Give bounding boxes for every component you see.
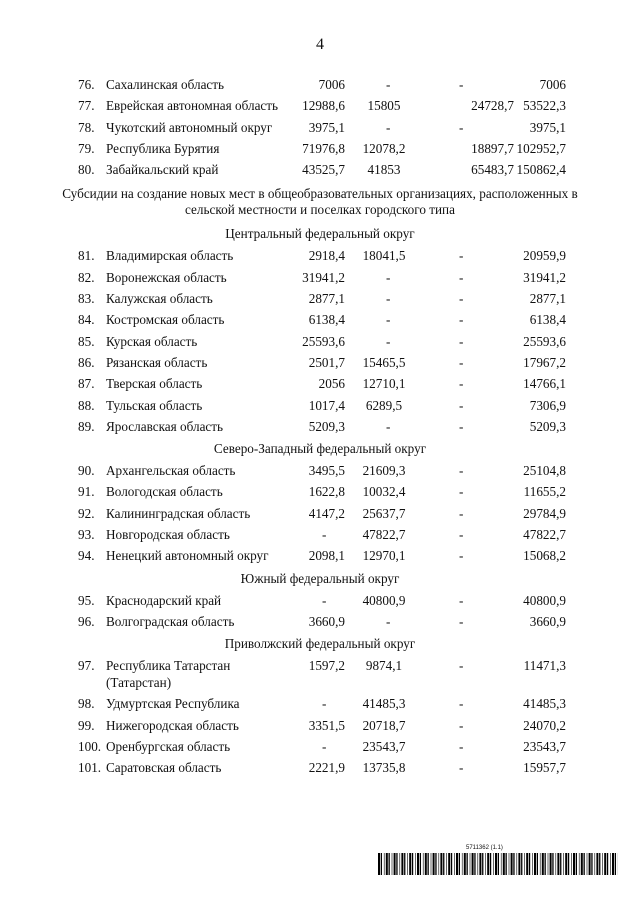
barcode-bar xyxy=(556,853,557,875)
barcode-bar xyxy=(529,853,530,875)
amount-col-3: - xyxy=(459,505,464,521)
amount-col-2-value: 13735,8 xyxy=(362,760,406,776)
region-name: Ярославская область xyxy=(106,418,224,434)
row-number: 86. xyxy=(78,354,95,370)
amount-col-2-value: 47822,7 xyxy=(362,527,406,543)
region-name: Оренбургская область xyxy=(106,738,231,754)
amount-col-2: - xyxy=(386,312,391,328)
barcode-bar xyxy=(417,853,419,875)
barcode-bar xyxy=(448,853,450,875)
barcode-bar xyxy=(396,853,397,875)
row-number: 90. xyxy=(78,463,95,479)
barcode-bar xyxy=(595,853,596,875)
amount-col-1: 1597,2 xyxy=(308,658,345,674)
barcode-bar xyxy=(478,853,479,875)
barcode-bar xyxy=(467,853,468,875)
amount-col-1: 31941,2 xyxy=(302,269,345,285)
row-number: 100. xyxy=(78,738,102,754)
barcode-bar xyxy=(474,853,475,875)
barcode-bar xyxy=(548,853,549,875)
allocation-table xyxy=(0,74,640,778)
amount-col-1: 2877,1 xyxy=(308,291,345,307)
amount-col-1: 1622,8 xyxy=(308,484,345,500)
barcode-bar xyxy=(420,853,421,875)
barcode-bar xyxy=(612,853,614,875)
row-number: 97. xyxy=(78,658,95,674)
amount-col-4: 11471,3 xyxy=(523,658,566,674)
barcode-bar xyxy=(550,853,552,875)
amount-col-2: - xyxy=(386,77,391,92)
barcode-bar xyxy=(565,853,567,875)
barcode-bar xyxy=(513,853,514,875)
barcode-bar xyxy=(439,853,440,875)
barcode-bar xyxy=(615,853,616,875)
table-row xyxy=(0,288,640,309)
table-row xyxy=(0,655,640,693)
barcode-bar xyxy=(378,853,380,875)
barcode-bar xyxy=(571,853,572,875)
barcode-bar xyxy=(459,853,460,875)
amount-col-4: 40800,9 xyxy=(523,592,566,608)
barcode-bar xyxy=(540,853,541,875)
amount-col-1: 43525,7 xyxy=(302,162,345,178)
barcode-bar xyxy=(604,853,606,875)
barcode-bar xyxy=(386,853,388,875)
row-number: 76. xyxy=(78,77,95,92)
amount-col-2-value: 12078,2 xyxy=(362,140,406,156)
amount-col-2-value: 15465,5 xyxy=(362,354,406,370)
amount-col-3: - xyxy=(459,484,464,500)
barcode-bar xyxy=(409,853,411,875)
barcode-bar xyxy=(487,853,489,875)
barcode-bar xyxy=(464,853,466,875)
table-row xyxy=(0,309,640,330)
row-number: 81. xyxy=(78,248,95,264)
district-heading: Центральный федеральный округ xyxy=(225,226,415,242)
amount-col-1: - xyxy=(322,738,327,754)
amount-col-4: 29784,9 xyxy=(523,505,566,521)
amount-col-1: 71976,8 xyxy=(302,140,345,156)
amount-col-2-value: 15805 xyxy=(367,98,401,114)
amount-col-1: 3495,5 xyxy=(308,463,345,479)
barcode-bar xyxy=(501,853,502,875)
barcode-bar xyxy=(485,853,486,875)
barcode-bar xyxy=(431,853,432,875)
subsidy-heading: Субсидии на создание новых мест в общеобразовательных организациях, расположенных в сельской местности и поселках городского типа xyxy=(62,186,578,218)
barcode-bar xyxy=(599,853,600,875)
barcode-bar xyxy=(591,853,592,875)
region-name: Волгоградская область xyxy=(106,613,235,629)
row-number: 91. xyxy=(78,484,95,500)
barcode-bar xyxy=(573,853,575,875)
table-row xyxy=(0,503,640,524)
amount-col-4: 5209,3 xyxy=(529,418,566,434)
region-name: Вологодская область xyxy=(106,484,223,500)
amount-col-2-value: 18041,5 xyxy=(362,248,406,264)
amount-col-1: 25593,6 xyxy=(302,333,345,349)
amount-col-3: - xyxy=(459,527,464,543)
amount-col-2: - xyxy=(386,291,391,307)
amount-col-2-value: 23543,7 xyxy=(362,738,406,754)
row-number: 82. xyxy=(78,269,95,285)
barcode-bar xyxy=(479,853,481,875)
row-number: 92. xyxy=(78,505,95,521)
barcode-bar xyxy=(521,853,522,875)
barcode-bar xyxy=(401,853,403,875)
barcode-bar xyxy=(392,853,393,875)
region-name: Еврейская автономная область xyxy=(106,98,279,114)
amount-col-1: 3975,1 xyxy=(308,119,345,135)
table-row xyxy=(0,736,640,757)
amount-col-4: 24070,2 xyxy=(523,717,566,733)
barcode-image xyxy=(378,853,618,875)
amount-col-3: - xyxy=(459,333,464,349)
barcode-bar xyxy=(534,853,536,875)
row-number: 87. xyxy=(78,376,95,392)
amount-col-3: - xyxy=(459,717,464,733)
barcode-bar xyxy=(400,853,401,875)
row-number: 80. xyxy=(78,162,95,178)
region-name: Костромская область xyxy=(106,312,225,328)
amount-col-3: - xyxy=(459,760,464,776)
table-row xyxy=(0,611,640,632)
table-row xyxy=(0,352,640,373)
amount-col-2-value: 41485,3 xyxy=(362,696,406,712)
barcode-bar xyxy=(563,853,564,875)
region-name: Забайкальский край xyxy=(106,162,219,178)
barcode-bar xyxy=(587,853,588,875)
table-row xyxy=(0,373,640,394)
amount-col-3: - xyxy=(459,119,464,135)
amount-col-4: 47822,7 xyxy=(523,527,566,543)
row-number: 79. xyxy=(78,140,95,156)
region-name: Рязанская область xyxy=(106,354,208,370)
amount-col-3: - xyxy=(459,269,464,285)
region-name: Воронежская область xyxy=(106,269,227,285)
barcode-bar xyxy=(433,853,435,875)
table-row xyxy=(0,117,640,138)
amount-col-3: - xyxy=(459,548,464,564)
amount-col-3: - xyxy=(459,77,464,92)
barcode-bar xyxy=(446,853,447,875)
barcode-bar xyxy=(407,853,408,875)
table-row xyxy=(0,460,640,481)
barcode-bar xyxy=(423,853,424,875)
amount-col-1: 2918,4 xyxy=(308,248,345,264)
table-row xyxy=(0,138,640,159)
barcode-bar xyxy=(482,853,483,875)
amount-col-1: 5209,3 xyxy=(308,418,345,434)
amount-col-2-value: 6289,5 xyxy=(365,397,403,413)
table-row xyxy=(0,715,640,736)
barcode-bar xyxy=(596,853,598,875)
barcode-bar xyxy=(509,853,510,875)
district-heading: Южный федеральный округ xyxy=(240,570,400,586)
amount-col-2-value: 21609,3 xyxy=(362,463,406,479)
barcode-bar xyxy=(435,853,436,875)
amount-col-1: - xyxy=(322,592,327,608)
amount-col-2-value: 40800,9 xyxy=(362,592,406,608)
row-number: 101. xyxy=(78,760,102,776)
table-row xyxy=(0,95,640,116)
barcode-bar xyxy=(451,853,452,875)
row-number: 88. xyxy=(78,397,95,413)
table-row xyxy=(0,395,640,416)
region-name: Республика Бурятия xyxy=(106,140,220,156)
row-number: 84. xyxy=(78,312,95,328)
amount-col-4: 3660,9 xyxy=(529,613,566,629)
region-name: Новгородская область xyxy=(106,527,230,543)
barcode-bar xyxy=(545,853,546,875)
table-row xyxy=(0,331,640,352)
row-number: 94. xyxy=(78,548,95,564)
page-number: 4 xyxy=(316,36,324,53)
amount-col-3: 24728,7 xyxy=(471,98,514,114)
amount-col-2: - xyxy=(386,119,391,135)
row-number: 77. xyxy=(78,98,95,114)
amount-col-1: 1017,4 xyxy=(308,397,345,413)
barcode-bar xyxy=(517,853,518,875)
barcode-bar xyxy=(495,853,497,875)
barcode-bar xyxy=(503,853,505,875)
amount-col-4: 2877,1 xyxy=(529,291,566,307)
amount-col-1: 4147,2 xyxy=(308,505,345,521)
barcode-bar xyxy=(560,853,561,875)
amount-col-1: 7006 xyxy=(318,77,345,92)
barcode-bar xyxy=(518,853,520,875)
amount-col-4: 6138,4 xyxy=(529,312,566,328)
barcode-bar xyxy=(511,853,513,875)
amount-col-1: 2056 xyxy=(318,376,345,392)
barcode-bar xyxy=(456,853,458,875)
barcode-bar xyxy=(557,853,559,875)
amount-col-3: - xyxy=(459,312,464,328)
barcode-bar xyxy=(506,853,507,875)
barcode-bar xyxy=(462,853,463,875)
amount-col-1: - xyxy=(322,696,327,712)
barcode-bar xyxy=(428,853,429,875)
amount-col-3: 65483,7 xyxy=(471,162,514,178)
amount-col-4: 14766,1 xyxy=(523,376,566,392)
barcode-bar xyxy=(412,853,413,875)
region-name: Чукотский автономный округ xyxy=(106,119,273,135)
barcode-bar xyxy=(602,853,603,875)
barcode-bar xyxy=(454,853,455,875)
amount-col-4: 150862,4 xyxy=(516,162,566,178)
amount-col-2: - xyxy=(386,333,391,349)
barcode-bar xyxy=(384,853,385,875)
row-number: 99. xyxy=(78,717,95,733)
row-number: 98. xyxy=(78,696,95,712)
amount-col-3: - xyxy=(459,696,464,712)
amount-col-4: 7006 xyxy=(539,77,566,92)
table-row xyxy=(0,693,640,714)
table-row xyxy=(0,757,640,778)
barcode-bar xyxy=(526,853,528,875)
region-name: Тульская область xyxy=(106,397,203,413)
row-number: 93. xyxy=(78,527,95,543)
amount-col-1: 3660,9 xyxy=(308,613,345,629)
district-heading: Северо-Западный федеральный округ xyxy=(213,441,427,457)
amount-col-2-value: 12710,1 xyxy=(362,376,406,392)
region-name: Удмуртская Республика xyxy=(106,696,240,712)
amount-col-3: - xyxy=(459,354,464,370)
table-row xyxy=(0,481,640,502)
barcode-bar xyxy=(415,853,416,875)
amount-col-4: 3975,1 xyxy=(529,119,566,135)
amount-col-2: - xyxy=(386,613,391,629)
row-number: 95. xyxy=(78,592,95,608)
document-code: 5711362 (1.1) xyxy=(466,845,503,851)
barcode-bar xyxy=(532,853,533,875)
barcode-bar xyxy=(589,853,591,875)
amount-col-4: 41485,3 xyxy=(523,696,566,712)
amount-col-4: 53522,3 xyxy=(523,98,566,114)
table-row xyxy=(0,159,640,180)
amount-col-3: - xyxy=(459,291,464,307)
amount-col-3: - xyxy=(459,397,464,413)
amount-col-2-value: 12970,1 xyxy=(362,548,406,564)
amount-col-3: - xyxy=(459,613,464,629)
amount-col-3: - xyxy=(459,658,464,674)
amount-col-4: 102952,7 xyxy=(516,140,566,156)
amount-col-3: - xyxy=(459,248,464,264)
amount-col-1: 2221,9 xyxy=(308,760,345,776)
region-name: Саратовская область xyxy=(106,760,222,776)
barcode-bar xyxy=(493,853,494,875)
amount-col-2: - xyxy=(386,418,391,434)
amount-col-4: 11655,2 xyxy=(523,484,566,500)
amount-col-4: 7306,9 xyxy=(529,397,566,413)
amount-col-4: 15957,7 xyxy=(523,760,566,776)
region-name: Краснодарский край xyxy=(106,592,222,608)
row-number: 85. xyxy=(78,333,95,349)
amount-col-1: - xyxy=(322,527,327,543)
row-number: 83. xyxy=(78,291,95,307)
amount-col-2-value: 10032,4 xyxy=(362,484,406,500)
amount-col-4: 20959,9 xyxy=(523,248,566,264)
barcode-bar xyxy=(576,853,577,875)
amount-col-3: - xyxy=(459,738,464,754)
row-number: 96. xyxy=(78,613,95,629)
barcode-bar xyxy=(498,853,499,875)
amount-col-4: 23543,7 xyxy=(523,738,566,754)
barcode-bar xyxy=(381,853,382,875)
amount-col-1: 3351,5 xyxy=(308,717,345,733)
amount-col-3: - xyxy=(459,418,464,434)
amount-col-3: - xyxy=(459,463,464,479)
region-name: Тверская область xyxy=(106,376,203,392)
region-name: Курская область xyxy=(106,333,198,349)
table-row xyxy=(0,590,640,611)
amount-col-3: - xyxy=(459,376,464,392)
amount-col-2-value: 41853 xyxy=(367,162,401,178)
barcode-bar xyxy=(581,853,583,875)
barcode-bar xyxy=(425,853,427,875)
amount-col-4: 25593,6 xyxy=(523,333,566,349)
region-name: Нижегородская область xyxy=(106,717,239,733)
barcode-bar xyxy=(568,853,569,875)
amount-col-3: - xyxy=(459,592,464,608)
row-number: 89. xyxy=(78,418,95,434)
amount-col-3: 18897,7 xyxy=(471,140,514,156)
barcode-bar xyxy=(607,853,608,875)
region-name: Калужская область xyxy=(106,291,213,307)
table-row xyxy=(0,416,640,437)
barcode-bar xyxy=(440,853,442,875)
amount-col-4: 15068,2 xyxy=(523,548,566,564)
amount-col-2-value: 20718,7 xyxy=(362,717,406,733)
amount-col-2: - xyxy=(386,269,391,285)
table-row xyxy=(0,74,640,95)
amount-col-4: 31941,2 xyxy=(523,269,566,285)
district-heading: Приволжский федеральный округ xyxy=(224,636,416,652)
barcode-bar xyxy=(443,853,444,875)
barcode-bar xyxy=(389,853,390,875)
barcode-bar xyxy=(552,853,553,875)
barcode-bar xyxy=(394,853,396,875)
barcode-bar xyxy=(490,853,491,875)
amount-col-2-value: 9874,1 xyxy=(365,658,403,674)
amount-col-4: 25104,8 xyxy=(523,463,566,479)
table-row xyxy=(0,524,640,545)
region-name: Владимирская область xyxy=(106,248,234,264)
region-name: Республика Татарстан (Татарстан) xyxy=(106,658,231,691)
region-name: Калининградская область xyxy=(106,505,251,521)
barcode-bar xyxy=(579,853,580,875)
region-name: Сахалинская область xyxy=(106,77,225,92)
barcode-bar xyxy=(470,853,471,875)
table-row xyxy=(0,545,640,566)
region-name: Ненецкий автономный округ xyxy=(106,548,269,564)
amount-col-2-value: 25637,7 xyxy=(362,505,406,521)
amount-col-4: 17967,2 xyxy=(523,354,566,370)
amount-col-1: 6138,4 xyxy=(308,312,345,328)
barcode-bar xyxy=(610,853,611,875)
amount-col-1: 12988,6 xyxy=(302,98,345,114)
table-row xyxy=(0,245,640,266)
amount-col-1: 2098,1 xyxy=(308,548,345,564)
barcode-bar xyxy=(404,853,405,875)
row-number: 78. xyxy=(78,119,95,135)
amount-col-1: 2501,7 xyxy=(308,354,345,370)
table-row xyxy=(0,267,640,288)
region-name: Архангельская область xyxy=(106,463,236,479)
barcode-bar xyxy=(584,853,585,875)
barcode-bar xyxy=(542,853,544,875)
barcode-bar xyxy=(524,853,525,875)
barcode-bar xyxy=(472,853,474,875)
barcode-bar xyxy=(537,853,538,875)
